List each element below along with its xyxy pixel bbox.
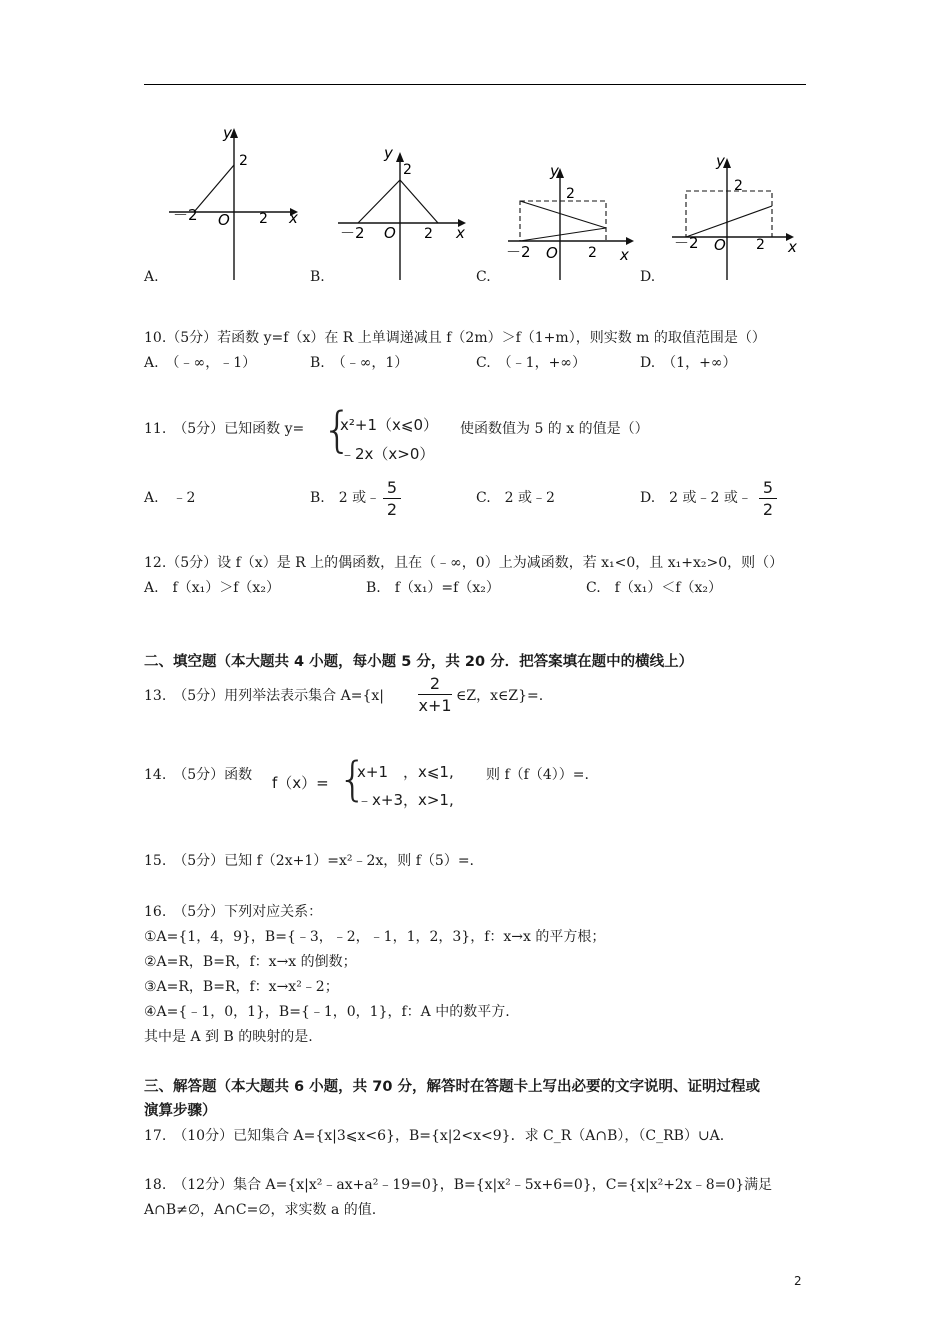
q11-option-c: C. 2 或﹣2 [476, 490, 555, 506]
q10-option-b: B. （﹣∞，1） [310, 355, 409, 371]
section-3-heading-line-2: 演算步骤） [144, 1103, 217, 1119]
q16-item-2: ②A=R，B=R，f：x→x 的倒数； [144, 954, 357, 970]
graph-d-y-label: y [716, 152, 725, 170]
q11-b-numerator: 5 [386, 478, 398, 497]
page-number: 2 [794, 1274, 802, 1288]
q16-item-4: ④A={﹣1，0，1}，B={﹣1，0，1}，f：A 中的数平方. [144, 1004, 510, 1020]
q11-brace: { [322, 402, 353, 458]
graph-c-segment-top [520, 201, 606, 228]
graph-b-y-label: y [384, 144, 393, 162]
q11-prefix: 11. （5分）已知函数 y= [144, 421, 305, 437]
graph-a-origin: O [218, 211, 230, 229]
q12-option-b: B. f（x₁）=f（x₂） [366, 580, 500, 596]
q10-option-a: A. （﹣∞，﹣1） [144, 355, 257, 371]
graph-a-y-label: y [223, 124, 232, 142]
graph-d-neg2: －2 [674, 234, 699, 252]
graph-c-x-label: x [620, 246, 629, 264]
q15-text: 15. （5分）已知 f（2x+1）=x²﹣2x，则 f（5）=. [144, 853, 475, 869]
graph-d-two-y: 2 [734, 178, 743, 194]
graph-c-y-label: y [550, 162, 559, 180]
graph-a-neg2: －2 [173, 206, 198, 224]
q11-option-b-fraction [383, 478, 401, 519]
q11-case-2: ﹣2x（x>0） [340, 445, 435, 463]
graph-b-triangle [358, 180, 438, 223]
q18-line-1: 18. （12分）集合 A={x|x²﹣ax+a²﹣19=0}，B={x|x²﹣5x+6=0}，C={x|x²+2x﹣8=0}满足 [144, 1177, 773, 1193]
graph-a-x-label: x [289, 209, 298, 227]
q11-suffix: 使函数值为 5 的 x 的值是（） [460, 421, 649, 437]
q11-option-d-fraction [759, 478, 777, 519]
graph-b-two-x: 2 [424, 226, 433, 242]
q13-fraction [418, 674, 452, 715]
section-3-heading-line-1: 三、解答题（本大题共 6 小题，共 70 分，解答时在答题卡上写出必要的文字说明、证明过程或 [144, 1079, 760, 1095]
q14-case-1: x+1 ，x⩽1, [357, 763, 454, 781]
q13-numerator: 2 [429, 674, 441, 693]
q16-item-3: ③A=R，B=R，f：x→x²﹣2； [144, 979, 339, 995]
q14-fx: f（x）= [272, 774, 329, 792]
section-2-heading: 二、填空题（本大题共 4 小题，每小题 5 分，共 20 分．把答案填在题中的横线上） [144, 654, 694, 670]
q14-case-2: ﹣x+3，x>1, [357, 791, 454, 809]
graph-d-two-x: 2 [756, 237, 765, 253]
q11-option-d: D. 2 或﹣2 或﹣ [640, 490, 752, 506]
graph-c-origin: O [546, 244, 558, 262]
q13-suffix: ∈Z，x∈Z}=. [456, 688, 544, 704]
q12-option-c: C. f（x₁）＜f（x₂） [586, 580, 723, 596]
q11-case-1: x²+1（x⩽0） [340, 416, 438, 434]
graph-d [666, 150, 811, 282]
q16-item-1: ①A={1，4，9}，B={﹣3，﹣2，﹣1，1，2，3}，f：x→x 的平方根； [144, 929, 606, 945]
graph-c-x-arrow [626, 237, 634, 245]
graph-d-dashed-box [686, 191, 772, 237]
graph-d-x-label: x [788, 238, 797, 256]
q14-suffix: 则 f（f（4））=. [486, 767, 589, 783]
graph-b-two-y: 2 [403, 162, 412, 178]
graph-c-two-x: 2 [588, 245, 597, 261]
graph-c-neg2: －2 [506, 243, 531, 261]
graph-b-origin: O [384, 224, 396, 242]
q11-option-b: B. 2 或﹣ [310, 490, 381, 506]
q17-text: 17. （10分）已知集合 A={x|3⩽x<6}，B={x|2<x<9}．求 C_R（A∩B），（C_RB）∪A. [144, 1128, 725, 1144]
graph-b [330, 140, 475, 282]
graph-d-segment [686, 206, 772, 237]
q13-prefix: 13. （5分）用列举法表示集合 A={x| [144, 688, 384, 704]
q16-stem: 16. （5分）下列对应关系： [144, 904, 323, 920]
q10-stem: 10.（5分）若函数 y=f（x）在 R 上单调递减且 f（2m）＞f（1+m），则实数 m 的取值范围是（） [144, 330, 766, 346]
graph-c [500, 158, 645, 282]
option-c-label: C. [476, 269, 491, 285]
q11-d-numerator: 5 [762, 478, 774, 497]
q16-conclusion: 其中是 A 到 B 的映射的是. [144, 1029, 313, 1045]
q18-line-2: A∩B≠∅，A∩C=∅，求实数 a 的值. [144, 1202, 377, 1218]
q11-b-denominator: 2 [386, 500, 398, 519]
q14-brace: { [338, 752, 368, 806]
option-b-label: B. [310, 269, 325, 285]
q13-denominator: x+1 [418, 696, 452, 715]
graph-a-two-y: 2 [239, 153, 248, 169]
graph-b-x-label: x [456, 224, 465, 242]
graph-b-y-arrow [396, 152, 404, 162]
graph-a [165, 120, 310, 282]
q10-option-d: D. （1，+∞） [640, 355, 737, 371]
graph-a-segment [194, 165, 234, 212]
q14-prefix: 14. （5分）函数 [144, 767, 253, 783]
header-rule [144, 84, 806, 85]
option-a-label: A. [144, 269, 159, 285]
q11-option-a: A. ﹣2 [144, 490, 196, 506]
graph-b-neg2: －2 [340, 224, 365, 242]
q11-d-denominator: 2 [762, 500, 774, 519]
option-d-label: D. [640, 269, 656, 285]
graph-d-origin: O [714, 236, 726, 254]
q12-option-a: A. f（x₁）＞f（x₂） [144, 580, 280, 596]
q12-stem: 12.（5分）设 f（x）是 R 上的偶函数，且在（﹣∞，0）上为减函数，若 x₁<0，且 x₁+x₂>0，则（） [144, 555, 784, 571]
graph-c-segment-bottom [520, 228, 606, 241]
graph-c-two-y: 2 [566, 186, 575, 202]
q10-option-c: C. （﹣1，+∞） [476, 355, 586, 371]
graph-a-two-x: 2 [259, 211, 268, 227]
